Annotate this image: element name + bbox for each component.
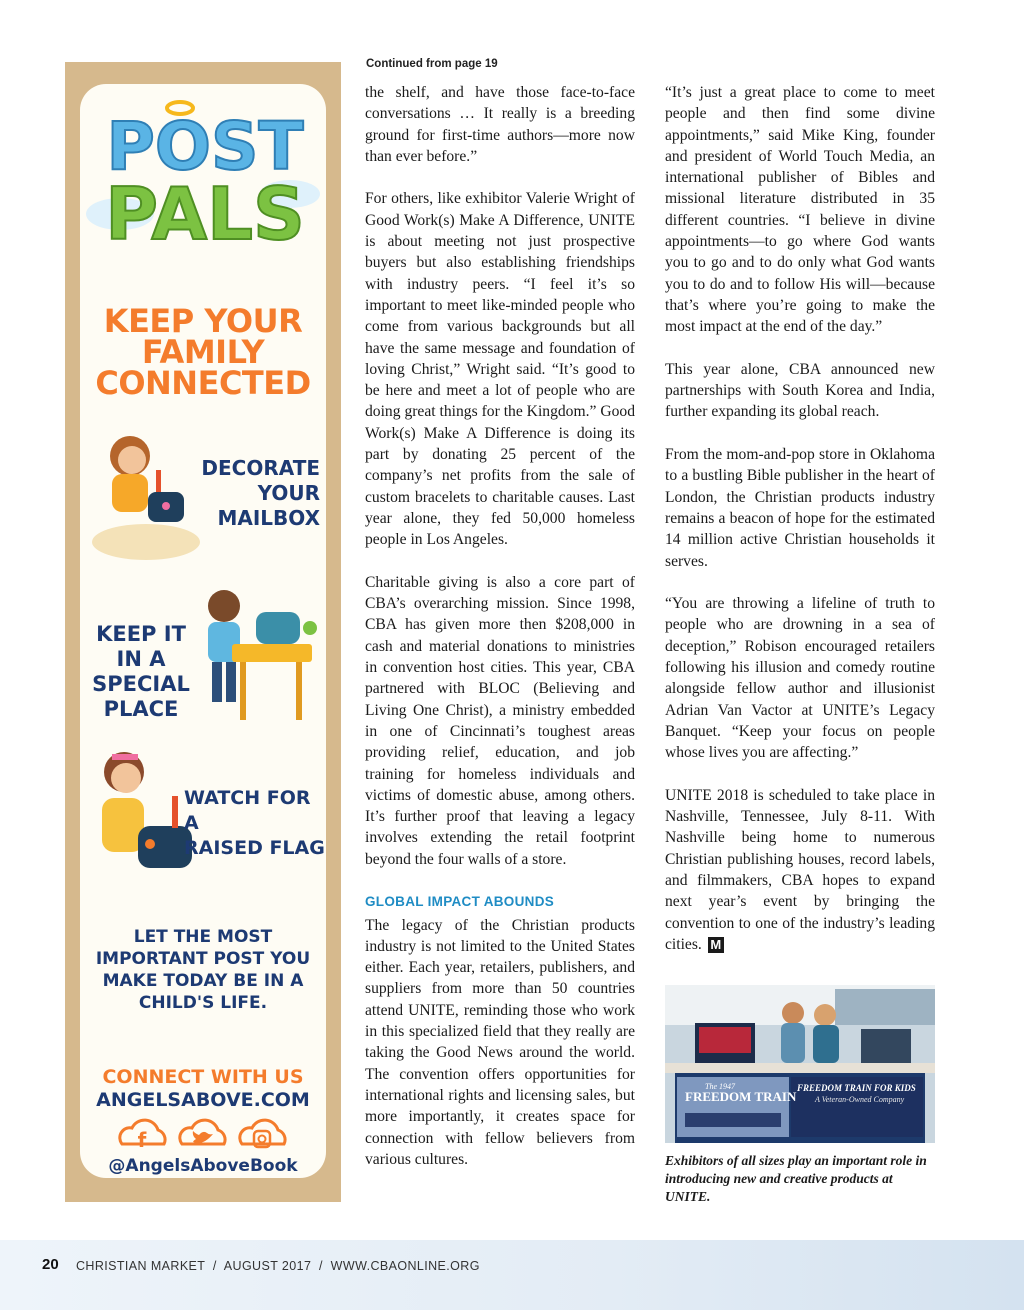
social-icons (114, 1114, 294, 1158)
post-pals-logo (80, 84, 326, 254)
girl-with-flag-mailbox-illustration (86, 746, 196, 896)
paragraph: The legacy of the Christian products industry is not limited to the United States either. Each year, retailers, publishers, and suppliers from more than 50 countries attend UNITE, reminding those who work in this specialized field that they really are taking the Good News around the world. The convention offers opportunities for international rights and licensing sales, but more importantly, it creates space for connection with fellow believers from various cultures. (365, 916, 635, 1168)
page-footer (0, 1240, 1024, 1310)
ad-headline: KEEP YOUR FAMILY CONNECTED (95, 302, 311, 402)
end-of-article-icon: M (708, 937, 724, 953)
paragraph: the shelf, and have those face-to-face conversations … It really is a breeding ground for first-time authors—more now than ever before.” (365, 84, 635, 165)
paragraph: For others, like exhibitor Valerie Wright of Good Work(s) Make A Difference, UNITE is about meeting not just prospective buyers but also establishing friendships with industry peers. “I feel it’s so important to meet like-minded people who come from various backgrounds but all have the same message and foundation of loving Christ,” Wright said. “It’s good to be here and meet a lot of people who are doing great things for the Kingdom.” Good Work(s) Make A Difference is doing its part by donating 25 percent of the company’s net profits from the sale of custom bracelets to charitable causes. Last year alone, they fed 50,000 homeless people in Los Angeles. (365, 190, 635, 549)
twitter-icon[interactable] (180, 1120, 225, 1144)
page-number: 20 (42, 1256, 59, 1273)
paragraph: UNITE 2018 is scheduled to take place in Nashville, Tennessee, July 8-11. With Nashville being home to numerous Christian publishing houses, record labels, and filmmakers, CBA hopes to expand next year’s event by bringing the convention to one of the industry’s leading cities. M (665, 786, 935, 953)
paragraph: From the mom-and-pop store in Oklahoma to a bustling Bible publisher in the heart of London, the Christian products industry remains a beacon of hope for the estimated 14 million active Christian households it serves. (665, 446, 935, 570)
exhibitor-booth-photo (665, 985, 935, 1143)
instagram-icon[interactable] (240, 1120, 285, 1147)
svg-text:FREEDOM TRAIN FOR KIDS: FREEDOM TRAIN FOR KIDS (797, 1083, 916, 1093)
svg-text:A Veteran-Owned Company: A Veteran-Owned Company (815, 1095, 905, 1104)
ad-connect-label: CONNECT WITH US (102, 1066, 304, 1088)
svg-text:f: f (137, 1128, 147, 1152)
paragraph: Charitable giving is also a core part of CBA’s overarching mission. Since 1998, CBA has given more then $208,000 in cash and material donations to ministries in convention host cities. This year, CBA partnered with BLOC (Believing and Living One Christ), a ministry embedded in one of Cincinnati’s toughest areas providing relief, education, and job training for homeless individuals and victims of domestic abuse, among others. It’s further proof that leaving a legacy involves extending the retail footprint beyond the four walls of a store. (365, 573, 635, 868)
paragraph: This year alone, CBA announced new partnerships with South Korea and India, further expanding its global reach. (665, 360, 935, 421)
facebook-icon[interactable] (120, 1120, 165, 1152)
continued-from-label: Continued from page 19 (366, 58, 498, 70)
tip-special-place: KEEP IT IN A SPECIAL PLACE (92, 622, 190, 721)
svg-text:The 1947: The 1947 (705, 1082, 735, 1091)
ad-social-handle: @AngelsAboveBook (108, 1156, 298, 1176)
boy-with-mailbox-illustration (192, 584, 322, 724)
photo-caption: Exhibitors of all sizes play an important role in introducing new and creative products at UNITE. (665, 1153, 927, 1204)
svg-text:FREEDOM TRAIN: FREEDOM TRAIN (685, 1089, 797, 1104)
article-column-1 (365, 82, 635, 1191)
advertisement (65, 62, 341, 1202)
svg-text:PALS: PALS (105, 172, 305, 254)
article-column-2 (665, 82, 935, 976)
svg-text:POST: POST (106, 108, 304, 185)
ad-call-to-action: LET THE MOST IMPORTANT POST YOU MAKE TODAY BE IN A CHILD'S LIFE. (95, 927, 311, 1013)
girl-decorating-mailbox-illustration (90, 422, 202, 562)
paragraph: “It’s just a great place to come to meet people and then find some divine appointments,” said Mike King, founder and president of World Touch Media, an international publisher of Bibles and missional literature distributed in 35 different countries. “I believe in divine appointments—to go where God wants you to go and to do only what God wants you to do and to follow His will—because that’s where you’re going to make the most impact at the end of the day.” (665, 84, 935, 336)
paragraph: “You are throwing a lifeline of truth to people who are drowning in a sea of deception,” Robison encouraged retailers following his illusion and comedy routine alongside fellow author and illusionist Adrian Van Vactor at UNITE’s Legacy Banquet. “Keep your focus on people whose lives you are affecting.” (665, 595, 935, 762)
section-subheading: GLOBAL IMPACT ABOUNDS (365, 894, 555, 910)
footer-folio: CHRISTIAN MARKET / AUGUST 2017 / WWW.CBAONLINE.ORG (76, 1259, 480, 1273)
tip-raised-flag: WATCH FOR A RAISED FLAG (184, 787, 325, 859)
tip-decorate-mailbox: DECORATE YOUR MAILBOX (201, 456, 320, 530)
ad-website-link[interactable]: ANGELSABOVE.COM (96, 1089, 310, 1111)
ad-panel (80, 84, 326, 1178)
